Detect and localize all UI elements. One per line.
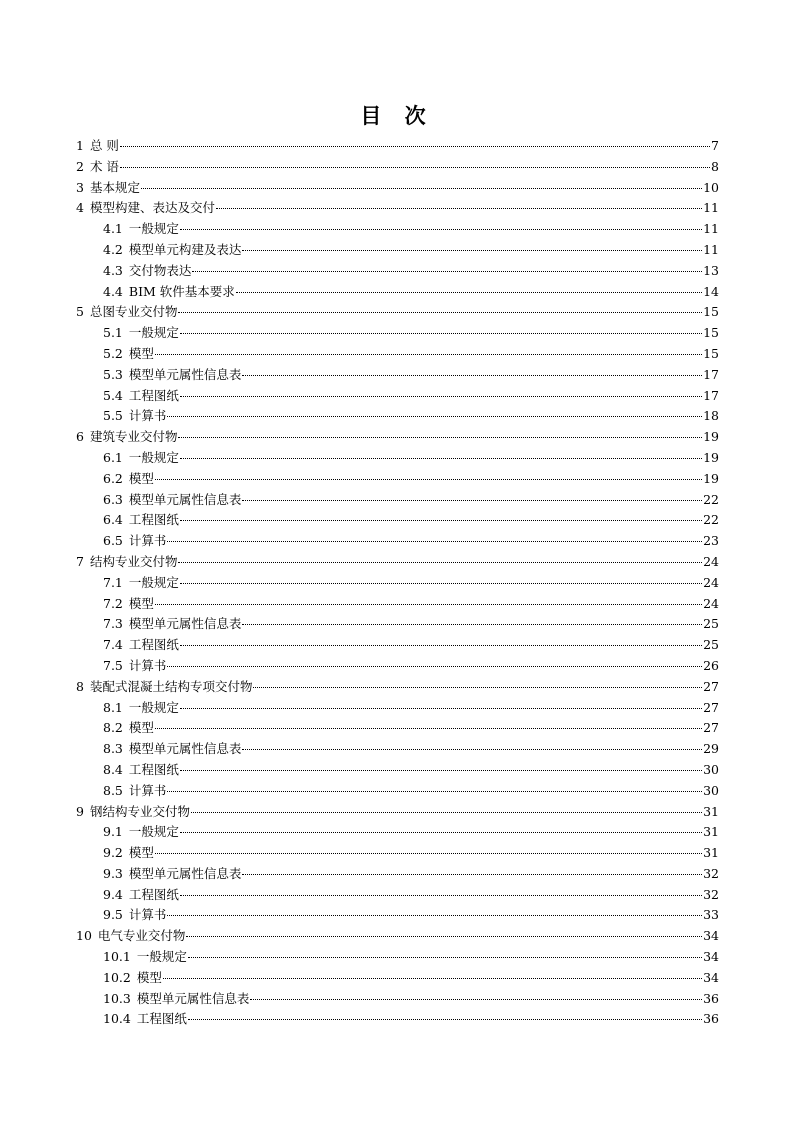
toc-dot-leader (155, 603, 702, 605)
toc-dot-leader (242, 374, 702, 376)
toc-entry-title: 一般规定 (128, 325, 179, 341)
toc-dot-leader (178, 436, 702, 438)
toc-dot-leader (242, 249, 702, 251)
toc-entry-title: 模型 (128, 720, 154, 736)
toc-entry-page-number: 17 (703, 366, 719, 382)
toc-entry-title: 工程图纸 (128, 886, 179, 902)
toc-entry-number: 5.4 (103, 387, 123, 403)
toc-entry-title: 模型 (128, 845, 154, 861)
toc-entry[interactable] (76, 552, 719, 573)
toc-entry-page-number: 19 (703, 449, 719, 465)
toc-entry[interactable] (76, 386, 719, 407)
toc-entry-title: 基本规定 (89, 179, 140, 195)
toc-entry-title: 工程图纸 (128, 761, 179, 777)
toc-entry-title: 一般规定 (128, 699, 179, 715)
toc-dot-leader (180, 395, 702, 397)
toc-entry[interactable] (76, 282, 719, 303)
toc-entry-title: 计算书 (128, 657, 167, 673)
toc-entry-number: 4.4 (103, 283, 123, 299)
toc-entry-title: 工程图纸 (136, 1011, 187, 1027)
toc-entry-number: 8.5 (103, 782, 123, 798)
toc-entry-title: 工程图纸 (128, 512, 179, 528)
toc-entry-title: 一般规定 (128, 449, 179, 465)
toc-entry-page-number: 11 (703, 200, 719, 216)
toc-entry-page-number: 19 (703, 470, 719, 486)
toc-dot-leader (253, 686, 702, 688)
toc-dot-leader (167, 790, 702, 792)
toc-entry[interactable] (76, 718, 719, 739)
toc-entry[interactable] (76, 219, 719, 240)
table-of-contents (76, 136, 719, 1030)
toc-entry-number: 9.4 (103, 886, 123, 902)
toc-entry-title: 计算书 (128, 782, 167, 798)
toc-entry-page-number: 26 (703, 657, 719, 673)
toc-entry[interactable] (76, 365, 719, 386)
toc-entry-number: 8.3 (103, 741, 123, 757)
toc-entry-title: 模型 (128, 595, 154, 611)
toc-entry-page-number: 31 (703, 824, 719, 840)
toc-entry-page-number: 27 (703, 678, 719, 694)
toc-entry[interactable] (76, 739, 719, 760)
page-title: 目 次 (360, 104, 434, 128)
toc-entry-page-number: 22 (703, 512, 719, 528)
toc-entry[interactable] (76, 178, 719, 199)
toc-dot-leader (180, 332, 702, 334)
toc-entry-number: 8 (76, 678, 84, 694)
toc-entry-page-number: 32 (703, 886, 719, 902)
toc-entry[interactable] (76, 822, 719, 843)
toc-entry-title: 计算书 (128, 907, 167, 923)
toc-entry-number: 5.5 (103, 408, 123, 424)
toc-entry-page-number: 36 (703, 990, 719, 1006)
toc-dot-leader (155, 852, 702, 854)
toc-entry-title: 总 则 (89, 138, 119, 153)
toc-entry-title: 装配式混凝土结构专项交付物 (89, 678, 253, 694)
toc-entry-number: 7.1 (103, 574, 123, 590)
toc-entry[interactable] (76, 947, 719, 968)
toc-entry-number: 4.3 (103, 262, 123, 278)
toc-entry[interactable] (76, 427, 719, 448)
toc-entry-number: 7 (76, 553, 84, 569)
toc-entry-page-number: 22 (703, 491, 719, 507)
toc-entry-number: 9 (76, 803, 84, 819)
toc-entry[interactable] (76, 926, 719, 947)
toc-entry-page-number: 31 (703, 845, 719, 861)
toc-dot-leader (180, 457, 702, 459)
toc-entry-page-number: 25 (703, 616, 719, 632)
toc-entry[interactable] (76, 968, 719, 989)
toc-entry-number: 10.2 (103, 969, 131, 985)
toc-entry-page-number: 14 (703, 283, 719, 299)
toc-entry[interactable] (76, 323, 719, 344)
toc-entry-title: 钢结构专业交付物 (89, 803, 190, 819)
toc-dot-leader (120, 145, 710, 147)
toc-entry[interactable] (76, 677, 719, 698)
toc-entry-title: 结构专业交付物 (89, 553, 178, 569)
toc-dot-leader (167, 914, 702, 916)
toc-entry[interactable] (76, 302, 719, 323)
toc-entry[interactable] (76, 344, 719, 365)
toc-entry-number: 8.4 (103, 761, 123, 777)
toc-entry-page-number: 23 (703, 533, 719, 549)
toc-entry-page-number: 11 (703, 221, 719, 237)
toc-entry-title: 计算书 (128, 533, 167, 549)
toc-entry-title: 工程图纸 (128, 387, 179, 403)
toc-dot-leader (188, 1018, 702, 1020)
toc-entry-number: 9.5 (103, 907, 123, 923)
toc-entry[interactable] (76, 594, 719, 615)
toc-dot-leader (242, 748, 702, 750)
toc-entry-page-number: 10 (703, 179, 719, 195)
toc-entry[interactable] (76, 905, 719, 926)
toc-entry[interactable] (76, 843, 719, 864)
toc-dot-leader (188, 956, 702, 958)
toc-entry[interactable] (76, 448, 719, 469)
toc-entry[interactable] (76, 240, 719, 261)
toc-entry-number: 5.3 (103, 366, 123, 382)
toc-entry-number: 3 (76, 179, 84, 195)
toc-entry-title: 一般规定 (128, 221, 179, 237)
toc-dot-leader (180, 831, 702, 833)
toc-entry-title: 模型 (136, 969, 162, 985)
toc-entry-number: 4.2 (103, 241, 123, 257)
toc-entry-page-number: 36 (703, 1011, 719, 1027)
toc-entry-page-number: 18 (703, 408, 719, 424)
toc-entry-title: 模型单元属性信息表 (128, 616, 242, 632)
toc-entry-title: 模型单元构建及表达 (128, 241, 242, 257)
toc-entry-page-number: 34 (703, 949, 719, 965)
toc-entry-title: 一般规定 (128, 824, 179, 840)
toc-entry-page-number: 7 (711, 138, 719, 153)
toc-entry-page-number: 33 (703, 907, 719, 923)
toc-dot-leader (192, 270, 702, 272)
toc-entry-page-number: 15 (703, 304, 719, 320)
toc-dot-leader (155, 727, 702, 729)
toc-entry[interactable] (76, 573, 719, 594)
toc-dot-leader (155, 353, 702, 355)
toc-dot-leader (236, 291, 702, 293)
toc-entry-title: 模型单元属性信息表 (128, 491, 242, 507)
toc-entry-page-number: 29 (703, 741, 719, 757)
toc-entry-page-number: 15 (703, 345, 719, 361)
toc-entry-number: 6.5 (103, 533, 123, 549)
toc-entry[interactable] (76, 760, 719, 781)
toc-entry-number: 4.1 (103, 221, 123, 237)
toc-entry-title: 一般规定 (128, 574, 179, 590)
toc-entry[interactable] (76, 469, 719, 490)
toc-entry[interactable] (76, 885, 719, 906)
toc-entry-number: 10.3 (103, 990, 131, 1006)
toc-entry-page-number: 11 (703, 241, 719, 257)
toc-entry-number: 9.1 (103, 824, 123, 840)
toc-entry-page-number: 24 (703, 595, 719, 611)
toc-entry-page-number: 17 (703, 387, 719, 403)
toc-entry-number: 10 (76, 928, 92, 944)
toc-entry-page-number: 34 (703, 969, 719, 985)
toc-entry-title: BIM 软件基本要求 (128, 283, 235, 299)
toc-entry-page-number: 34 (703, 928, 719, 944)
toc-dot-leader (167, 415, 702, 417)
toc-entry-page-number: 25 (703, 637, 719, 653)
toc-dot-leader (242, 873, 702, 875)
toc-entry-number: 7.5 (103, 657, 123, 673)
toc-entry[interactable] (76, 802, 719, 823)
toc-entry-title: 术 语 (89, 158, 119, 174)
toc-entry[interactable] (76, 635, 719, 656)
toc-entry[interactable] (76, 490, 719, 511)
toc-dot-leader (180, 582, 702, 584)
toc-dot-leader (191, 811, 702, 813)
toc-entry-page-number: 24 (703, 553, 719, 569)
toc-entry-title: 一般规定 (136, 949, 187, 965)
toc-entry-title: 模型单元属性信息表 (128, 366, 242, 382)
toc-entry-number: 7.4 (103, 637, 123, 653)
toc-entry-title: 模型单元属性信息表 (128, 865, 242, 881)
toc-entry-number: 8.1 (103, 699, 123, 715)
toc-entry[interactable] (76, 1009, 719, 1030)
toc-entry-page-number: 19 (703, 429, 719, 445)
toc-entry-number: 6 (76, 429, 84, 445)
toc-entry[interactable] (76, 406, 719, 427)
toc-entry-number: 6.2 (103, 470, 123, 486)
toc-entry-page-number: 30 (703, 761, 719, 777)
toc-entry-title: 模型单元属性信息表 (136, 990, 250, 1006)
toc-entry-number: 2 (76, 158, 84, 174)
toc-dot-leader (180, 519, 702, 521)
toc-entry-number: 9.2 (103, 845, 123, 861)
toc-entry-title: 模型构建、表达及交付 (89, 200, 215, 216)
toc-dot-leader (120, 166, 710, 168)
toc-entry-title: 总图专业交付物 (89, 304, 178, 320)
toc-entry-number: 4 (76, 200, 84, 216)
toc-entry-number: 1 (76, 138, 84, 153)
toc-entry-number: 6.3 (103, 491, 123, 507)
toc-entry[interactable] (76, 157, 719, 178)
toc-entry[interactable] (76, 864, 719, 885)
toc-entry-number: 7.2 (103, 595, 123, 611)
toc-entry-page-number: 24 (703, 574, 719, 590)
toc-dot-leader (180, 769, 702, 771)
toc-dot-leader (141, 187, 702, 189)
toc-entry[interactable] (76, 781, 719, 802)
toc-entry[interactable] (76, 198, 719, 219)
toc-entry-number: 9.3 (103, 865, 123, 881)
toc-entry-page-number: 15 (703, 325, 719, 341)
toc-dot-leader (242, 499, 702, 501)
toc-dot-leader (163, 977, 702, 979)
toc-dot-leader (167, 540, 702, 542)
toc-dot-leader (167, 665, 702, 667)
toc-entry-number: 10.4 (103, 1011, 131, 1027)
toc-entry[interactable] (76, 510, 719, 531)
toc-entry[interactable] (76, 656, 719, 677)
toc-entry[interactable] (76, 989, 719, 1010)
toc-entry[interactable] (76, 614, 719, 635)
toc-dot-leader (186, 935, 702, 937)
toc-entry-title: 模型 (128, 470, 154, 486)
toc-entry[interactable] (76, 136, 719, 157)
toc-dot-leader (180, 644, 702, 646)
toc-entry-number: 10.1 (103, 949, 131, 965)
toc-dot-leader (216, 207, 702, 209)
toc-entry-number: 5 (76, 304, 84, 320)
toc-entry-page-number: 32 (703, 865, 719, 881)
toc-entry-number: 8.2 (103, 720, 123, 736)
toc-dot-leader (155, 478, 702, 480)
toc-entry-page-number: 30 (703, 782, 719, 798)
toc-entry-number: 5.2 (103, 345, 123, 361)
toc-entry-title: 模型单元属性信息表 (128, 741, 242, 757)
toc-entry-page-number: 31 (703, 803, 719, 819)
toc-entry-title: 工程图纸 (128, 637, 179, 653)
toc-dot-leader (250, 998, 702, 1000)
toc-entry-title: 计算书 (128, 408, 167, 424)
toc-entry-number: 6.1 (103, 449, 123, 465)
toc-entry-title: 交付物表达 (128, 262, 192, 278)
toc-entry-title: 建筑专业交付物 (89, 429, 178, 445)
toc-dot-leader (242, 623, 702, 625)
toc-entry-number: 6.4 (103, 512, 123, 528)
toc-entry[interactable] (76, 531, 719, 552)
toc-entry-number: 5.1 (103, 325, 123, 341)
toc-dot-leader (178, 561, 702, 563)
toc-dot-leader (180, 707, 702, 709)
toc-dot-leader (180, 228, 702, 230)
toc-entry-page-number: 27 (703, 699, 719, 715)
toc-entry-page-number: 8 (711, 158, 719, 174)
toc-entry-title: 模型 (128, 345, 154, 361)
toc-entry[interactable] (76, 261, 719, 282)
toc-entry[interactable] (76, 698, 719, 719)
toc-entry-page-number: 27 (703, 720, 719, 736)
toc-entry-page-number: 13 (703, 262, 719, 278)
toc-entry-number: 7.3 (103, 616, 123, 632)
toc-dot-leader (178, 311, 702, 313)
toc-entry-title: 电气专业交付物 (97, 928, 186, 944)
toc-dot-leader (180, 894, 702, 896)
